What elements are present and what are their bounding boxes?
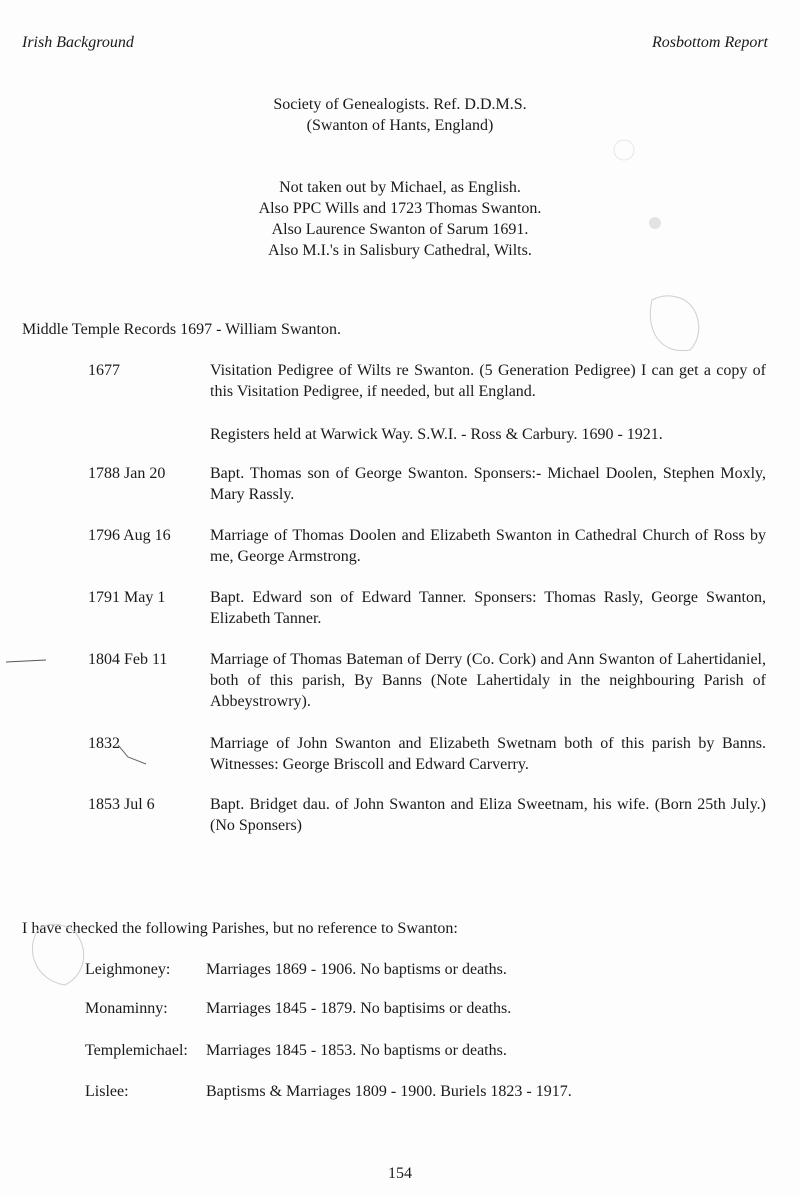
entry-text: Marriage of Thomas Bateman of Derry (Co. Cork) and Ann Swanton of Lahertidaniel, both of this parish, By Banns (Note Lahertidaly in the neighbouring Parish of Abbeystrowry).	[210, 651, 766, 710]
entry-date: 1853 Jul 6	[88, 796, 155, 813]
intro-note-line: Also PPC Wills and 1723 Thomas Swanton.	[258, 200, 542, 217]
intro-note-line: Also Laurence Swanton of Sarum 1691.	[271, 221, 529, 238]
parish-detail: Marriages 1845 - 1853. No baptisms or deaths.	[206, 1042, 507, 1059]
intro-note-line: Also M.I.'s in Salisbury Cathedral, Wilts.	[268, 242, 532, 259]
entry-text: Registers held at Warwick Way. S.W.I. - Ross & Carbury. 1690 - 1921.	[210, 426, 663, 443]
entry-date: 1796 Aug 16	[88, 527, 171, 544]
parish-name: Templemichael:	[85, 1042, 188, 1059]
header-left: Irish Background	[22, 34, 134, 51]
entry-text: Marriage of John Swanton and Elizabeth Swetnam both of this parish by Banns. Witnesses: George Briscoll and Edward Carverry.	[210, 735, 766, 773]
parish-detail: Marriages 1869 - 1906. No baptisms or deaths.	[206, 961, 507, 978]
page-number: 154	[388, 1165, 412, 1182]
entry-text: Visitation Pedigree of Wilts re Swanton. (5 Generation Pedigree) I can get a copy of this Visitation Pedigree, if needed, but all England.	[210, 362, 766, 400]
entry-text: Bapt. Thomas son of George Swanton. Sponsers:- Michael Doolen, Stephen Moxly, Mary Rassly.	[210, 465, 766, 503]
margin-tick-mark	[6, 660, 46, 662]
entry-text: Bapt. Edward son of Edward Tanner. Sponsers: Thomas Rasly, George Swanton, Elizabeth Tanner.	[210, 589, 766, 627]
entry-text: Marriage of Thomas Doolen and Elizabeth Swanton in Cathedral Church of Ross by me, George Armstrong.	[210, 527, 766, 565]
parish-name: Leighmoney:	[85, 961, 171, 978]
intro-reference-line: Society of Genealogists. Ref. D.D.M.S.	[273, 96, 527, 113]
middle-temple-record: Middle Temple Records 1697 - William Swanton.	[22, 321, 341, 338]
scan-smudge-mark	[650, 296, 698, 351]
entry-date: 1788 Jan 20	[88, 465, 166, 482]
intro-reference-line: (Swanton of Hants, England)	[306, 117, 494, 134]
header-right: Rosbottom Report	[652, 34, 768, 51]
intro-reference	[0, 94, 800, 136]
parish-name: Monaminny:	[85, 1000, 168, 1017]
intro-notes	[0, 177, 800, 261]
parish-name: Lislee:	[85, 1083, 129, 1100]
intro-note-line: Not taken out by Michael, as English.	[279, 179, 521, 196]
entry-text: Bapt. Bridget dau. of John Swanton and Eliza Sweetnam, his wife. (Born 25th July.) (No Sponsers)	[210, 796, 766, 834]
entry-date: 1832	[88, 735, 120, 752]
parish-detail: Marriages 1845 - 1879. No baptisims or deaths.	[206, 1000, 512, 1017]
parish-detail: Baptisms & Marriages 1809 - 1900. Buriels 1823 - 1917.	[206, 1083, 572, 1100]
checked-parishes-intro: I have checked the following Parishes, but no reference to Swanton:	[22, 920, 458, 937]
entry-date: 1804 Feb 11	[88, 651, 168, 668]
entry-date: 1677	[88, 362, 120, 379]
scan-circle-mark	[614, 140, 634, 160]
entry-date: 1791 May 1	[88, 589, 166, 606]
